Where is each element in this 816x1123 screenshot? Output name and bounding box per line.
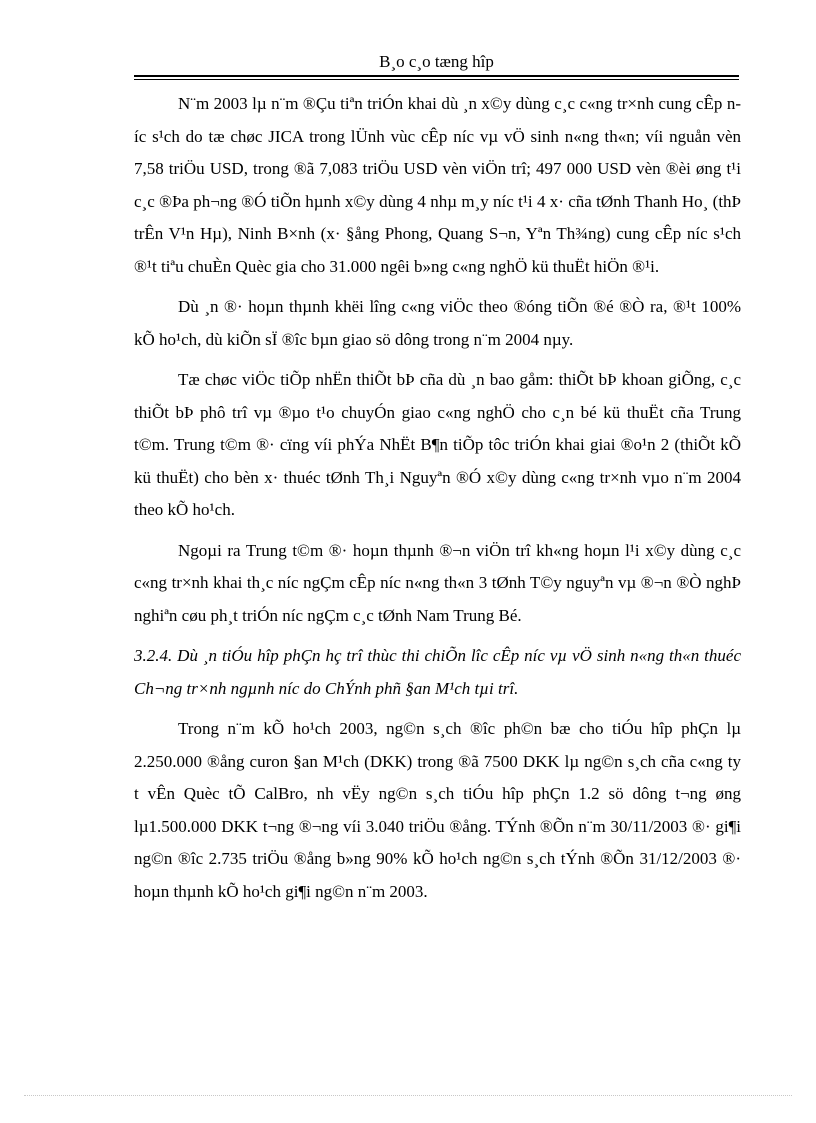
header-rule-thin bbox=[134, 79, 739, 80]
page-bottom-border bbox=[24, 1095, 792, 1096]
section-heading-3-2-4: 3.2.4. Dù ¸n tiÓu hîp phÇn hç trî thùc thi chiÕn lîc cÊp níc vµ vÖ sinh n«ng th«n thuéc Ch¬ng tr×nh ngµnh níc do ChÝnh phñ §an M¹ch tµi trî. bbox=[134, 646, 741, 698]
paragraph-danish-budget: Trong n¨m kÕ ho¹ch 2003, ng©n s¸ch ®îc ph©n bæ cho tiÓu hîp phÇn lµ 2.250.000 ®ång curon §an M¹ch (DKK) trong ®ã 7500 DKK lµ ng©n s¸ch cña c«ng ty t vÊn Quèc tÕ CalBro, nh vËy ng©n s¸ch tiÓu hîp phÇn 1.2 sö dông t¬ng øng lµ1.500.000 DKK t¬ng ®¬ng víi 3.040 triÖu ®ång. TÝnh ®Õn n¨m 30/11/2003 ®· gi¶i ng©n ®îc 2.735 triÖu ®ång b»ng 90% kÕ ho¹ch ng©n s¸ch tÝnh ®Õn 31/12/2003 ®· hoµn thµnh kÕ ho¹ch gi¶i ng©n n¨m 2003. bbox=[134, 719, 741, 901]
paragraph-equipment: Tæ chøc viÖc tiÕp nhËn thiÕt bÞ cña dù ¸n bao gåm: thiÕt bÞ khoan giÕng, c¸c thiÕt bÞ phô trî vµ ®µo t¹o chuyÓn giao c«ng nghÖ cho c¸n bé kü thuËt cña Trung t©m. Trung t©m ®· cïng víi phÝa NhËt B¶n tiÕp tôc triÓn khai giai ®o¹n 2 (thiÕt kÕ kü thuËt) cho bèn x· thuéc tØnh Th¸i Nguyªn ®Ó x©y dùng c«ng tr×nh vµo n¨m 2004 theo kÕ ho¹ch. bbox=[134, 370, 741, 519]
paragraph-jica-project: N¨m 2003 lµ n¨m ®Çu tiªn triÓn khai dù ¸n x©y dùng c¸c c«ng tr×nh cung cÊp níc s¹ch do tæ chøc JICA trong lÜnh vùc cÊp níc vµ vÖ sinh n«ng th«n; víi nguån vèn 7,58 triÖu USD, trong ®ã 7,083 triÖu USD vèn viÖn trî; 497 000 USD vèn ®èi øng t¹i c¸c ®Þa ph¬ng ®Ó tiÕn hµnh x©y dùng 4 nhµ m¸y níc t¹i 4 x· cña tØnh Thanh Ho¸ (thÞ trÊn V¹n Hµ), Ninh B×nh (x· §ång Phong, Quang S¬n, Yªn Th¾ng) cung cÊp níc s¹ch ®¹t tiªu chuÈn Quèc gia cho 31.000 ngêi b»ng c«ng nghÖ kü thuËt hiÖn ®¹i. bbox=[134, 94, 741, 276]
header-rule-thick bbox=[134, 75, 739, 77]
document-body bbox=[134, 88, 741, 916]
paragraph-aid-applications: Ngoµi ra Trung t©m ®· hoµn thµnh ®¬n viÖn trî kh«ng hoµn l¹i x©y dùng c¸c c«ng tr×nh khai th¸c níc ngÇm cÊp níc n«ng th«n 3 tØnh T©y nguyªn vµ ®¬n ®Ò nghÞ nghiªn cøu ph¸t triÓn níc ngÇm c¸c tØnh Nam Trung Bé. bbox=[134, 540, 741, 625]
page-header-title: B¸o c¸o tæng hîp bbox=[379, 52, 494, 71]
paragraph-progress: Dù ¸n ®· hoµn thµnh khëi lîng c«ng viÖc theo ®óng tiÕn ®é ®Ò ra, ®¹t 100% kÕ ho¹ch, dù kiÕn sÏ ®îc bµn giao sö dông trong n¨m 2004 nµy. bbox=[134, 297, 741, 349]
